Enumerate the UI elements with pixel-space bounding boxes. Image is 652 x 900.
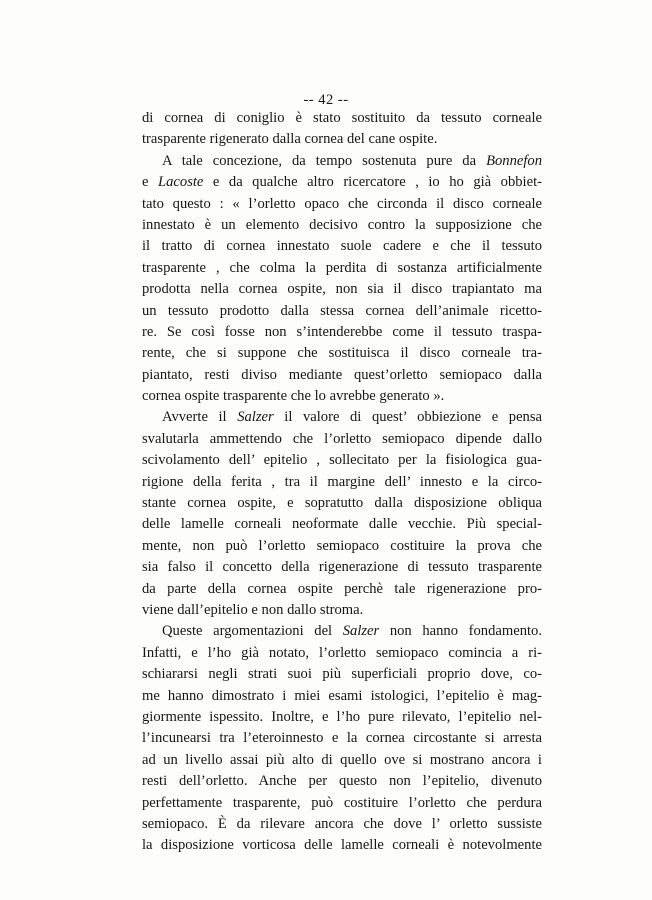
text-line [142,343,542,364]
text-line [142,108,542,129]
text-line [142,536,542,557]
text-segment: rigione della ferita , tra il margine dell’ innesto e la circo- [142,473,542,490]
italic-name: Lacoste [158,174,204,191]
text-segment: di cornea di coniglio è stato sostituito da tessuto corneale [142,110,542,126]
text-segment: Avverte il [162,409,238,426]
text-line [142,429,542,450]
text-segment: Infatti, e l’ho già notato, l’orletto semiopaco comincia a ri- [142,644,542,661]
text-segment: perfettamente trasparente, può costituire l’orletto che perdura [142,794,542,811]
text-segment: schiararsi negli strati suoi più superficiali proprio dove, co- [142,666,542,683]
text-line [142,686,542,707]
italic-name: Salzer [342,623,380,640]
text-segment: un tessuto prodotto dalla stessa cornea dell’animale ricetto- [142,302,542,319]
text-line [142,151,542,172]
text-line [142,664,542,685]
text-line [142,322,542,343]
text-line [142,814,542,835]
text-segment: non hanno fondamento. [379,623,542,640]
text-line [142,472,542,493]
text-line [142,386,542,407]
italic-name: Salzer [237,409,274,426]
text-segment: trasparente rigenerato dalla cornea del cane ospite. [142,131,438,148]
text-segment: il valore di quest’ obbiezione e pensa [273,409,543,426]
text-line [142,771,542,792]
text-line [142,279,542,300]
text-line [142,450,542,471]
text-segment: rente, che si suppone che sostituisca il disco corneale tra- [142,345,542,362]
body-text [142,108,542,857]
text-segment: stante cornea ospite, e sopratutto dalla disposizione obliqua [142,495,542,512]
text-segment: ad un livello assai più alto di quello ove si mostrano ancora i [142,751,542,768]
text-segment: e da qualche altro ricercatore , io ho già obbiet- [203,174,542,191]
text-line [142,407,542,428]
text-segment: Queste argomentazioni del [162,623,343,640]
text-segment: viene dall’epitelio e non dallo stroma. [142,601,364,618]
text-segment: l’incunearsi tra l’eteroinnesto e la cornea circostante si arresta [142,730,542,747]
text-segment: me hanno dimostrato i miei esami istologici, l’epitelio è mag- [142,687,542,704]
text-line [142,579,542,600]
text-line [142,750,542,771]
text-segment: A tale concezione, da tempo sostenuta pure da [162,152,487,169]
text-segment: da parte della cornea ospite perchè tale rigenerazione pro- [142,580,542,597]
text-segment: re. Se così fosse non s’intenderebbe come il tessuto traspa- [142,323,542,340]
text-line [142,493,542,514]
text-line [142,514,542,535]
text-line [142,365,542,386]
text-segment: piantato, resti diviso mediante quest’orletto semiopaco dalla [142,366,542,383]
text-segment: delle lamelle corneali neoformate dalle vecchie. Più special- [142,516,542,533]
text-line [142,557,542,578]
text-line [142,194,542,215]
text-line [142,643,542,664]
text-segment: il tratto di cornea innestato suole cadere e che il tessuto [142,238,542,255]
text-segment: svalutarla ammettendo che l’orletto semiopaco dipende dallo [142,430,542,447]
text-segment: trasparente , che colma la perdita di sostanza artificialmente [142,259,542,276]
text-segment: e [142,174,158,191]
text-segment: semiopaco. È da rilevare ancora che dove l’ orletto sussiste [142,815,542,832]
text-segment: la disposizione vorticosa delle lamelle corneali è notevolmente [142,837,542,854]
text-line [142,600,542,621]
text-line [142,728,542,749]
text-segment: resti dell’orletto. Anche per questo non l’epitelio, divenuto [142,773,542,790]
text-segment: cornea ospite trasparente che lo avrebbe generato ». [142,388,445,405]
text-line [142,258,542,279]
italic-name: Bonnefon [486,152,542,169]
text-line [142,172,542,193]
text-line [142,236,542,257]
text-segment: giormente ispessito. Inoltre, e l’ho pure rilevato, l’epitelio nel- [142,708,542,725]
text-segment: scivolamento dell’ epitelio , sollecitato per la fisiologica gua- [142,452,542,469]
text-segment: prodotta nella cornea ospite, non sia il disco trapiantato ma [142,281,542,298]
text-line [142,129,542,150]
text-line [142,215,542,236]
text-segment: mente, non può l’orletto semiopaco costituire la prova che [142,537,542,554]
text-line [142,793,542,814]
text-segment: innestato è un elemento decisivo contro la supposizione che [142,216,542,233]
text-line [142,621,542,642]
text-line [142,301,542,322]
text-line [142,707,542,728]
text-segment: sia falso il concetto della rigenerazione di tessuto trasparente [142,559,542,576]
text-segment: tato questo : « l’orletto opaco che circonda il disco corneale [142,195,542,212]
page-number: -- 42 -- [303,92,349,108]
text-line [142,835,542,856]
